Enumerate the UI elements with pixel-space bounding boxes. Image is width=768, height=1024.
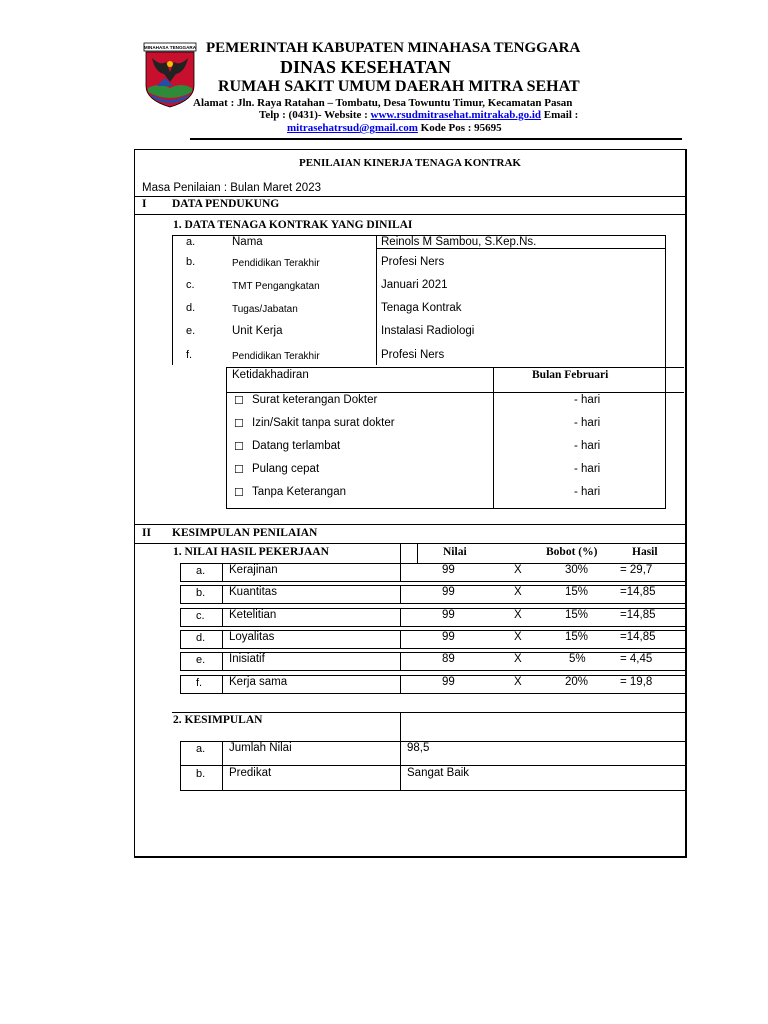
checkbox-icon: ☐ [234,418,244,430]
absence-item-value: - hari [574,394,601,406]
section1-title: DATA PENDUKUNG [172,198,280,210]
employee-row-value: Profesi Ners [381,256,445,268]
logo-text: MINAHASA TENGGARA [143,45,197,50]
scores-header-divider-b [417,543,418,563]
absence-item-value: - hari [574,417,601,429]
score-row-label: Kuantitas [229,586,277,598]
website-link[interactable]: www.rsudmitrasehat.mitrakab.go.id [370,109,542,121]
absence-item-label: Pulang cepat [252,463,320,475]
conclusion-row-divider [222,766,223,790]
absence-item-value: - hari [574,440,601,452]
score-row-bottom-line [180,581,685,582]
letterhead-department: DINAS KESEHATAN [280,57,451,77]
divider-conclusion-top [172,712,685,713]
header-nilai: Nilai [443,546,467,558]
score-row-letter: c. [196,610,205,622]
section1-number: I [142,198,147,210]
score-row-left-line [180,652,181,670]
employee-row-value: Reinols M Sambou, S.Kep.Ns. [381,236,537,248]
subsection-conclusion: 2. KESIMPULAN [173,714,263,726]
absence-item-label: Izin/Sakit tanpa surat dokter [252,417,395,429]
header-hasil: Hasil [632,546,658,558]
letterhead-divider [190,138,682,140]
score-row-bottom-line [180,648,685,649]
postal-code: Kode Pos : 95695 [417,122,502,134]
score-row-bobot: 20% [565,676,589,688]
conclusion-row-value: Sangat Baik [407,767,470,779]
conclusion-row-divider [222,741,223,765]
score-row-label: Loyalitas [229,631,275,643]
score-row-multiply: X [514,586,522,598]
absence-header-top [226,367,684,368]
letterhead-email-line [287,122,502,134]
conclusion-row-bottom-line [180,790,685,791]
email-label: Email : [541,109,579,121]
letterhead-government: PEMERINTAH KABUPATEN MINAHASA TENGGARA [206,40,581,56]
employee-row-value: Tenaga Kontrak [381,302,462,314]
score-row-bobot: 15% [565,586,589,598]
employee-row-label: Tugas/Jabatan [232,304,298,315]
score-row-nilai: 99 [442,609,455,621]
score-row-hasil: =14,85 [620,609,656,621]
conclusion-row-left-line [180,741,181,765]
absence-item-label: Surat keterangan Dokter [252,394,378,406]
absence-header: Ketidakhadiran [232,369,309,381]
score-row-bottom-line [180,670,685,671]
subsection-work-results: 1. NILAI HASIL PEKERJAAN [173,546,329,558]
assessment-period: Masa Penilaian : Bulan Maret 2023 [142,182,321,194]
score-row-divider [400,652,401,670]
subsection-employee-data: 1. DATA TENAGA KONTRAK YANG DINILAI [173,219,413,231]
score-row-nilai: 99 [442,631,455,643]
score-row-nilai: 99 [442,564,455,576]
form-title: PENILAIAN KINERJA TENAGA KONTRAK [299,157,521,169]
score-row-letter: f. [196,677,203,689]
conclusion-row-letter: a. [196,743,206,755]
score-row-divider [400,675,401,693]
score-row-hasil: =14,85 [620,631,656,643]
score-row-bottom-line [180,693,685,694]
score-row-label: Kerja sama [229,676,288,688]
score-row-letter: b. [196,587,206,599]
divider-section1-top [134,196,685,197]
score-row-bobot: 15% [565,609,589,621]
score-row-left-line [180,675,181,693]
header-bobot: Bobot (%) [546,546,598,558]
divider-section1-bottom [134,214,685,215]
conclusion-row-label: Jumlah Nilai [229,742,292,754]
score-row-divider [400,630,401,648]
letterhead-hospital: RUMAH SAKIT UMUM DAERAH MITRA SEHAT [218,78,580,95]
score-row-nilai: 89 [442,653,455,665]
score-row-divider [222,563,223,581]
checkbox-icon: ☐ [234,441,244,453]
score-row-left-line [180,608,181,626]
employee-row-value: Instalasi Radiologi [381,325,475,337]
score-row-letter: e. [196,654,206,666]
employee-row-label: Pendidikan Terakhir [232,351,320,362]
score-row-multiply: X [514,631,522,643]
score-row-bobot: 5% [569,653,586,665]
score-row-bottom-line [180,603,685,604]
letterhead-address: Alamat : Jln. Raya Ratahan – Tombatu, Desa Towuntu Timur, Kecamatan Pasan [193,97,573,109]
employee-row-letter: c. [186,279,195,291]
conclusion-row-label: Predikat [229,767,272,779]
section2-title: KESIMPULAN PENILAIAN [172,527,318,539]
score-row-divider [400,563,401,581]
employee-row-letter: f. [186,349,193,361]
score-row-hasil: = 19,8 [620,676,653,688]
score-row-nilai: 99 [442,676,455,688]
absence-item-value: - hari [574,486,601,498]
score-row-divider [222,630,223,648]
employee-row-letter: b. [186,256,196,268]
score-row-multiply: X [514,564,522,576]
employee-row-value: Profesi Ners [381,349,445,361]
score-row-divider [222,652,223,670]
score-row-multiply: X [514,653,522,665]
score-row-label: Kerajinan [229,564,278,576]
employee-table-mid [376,235,377,365]
score-row-nilai: 99 [442,586,455,598]
absence-item-value: - hari [574,463,601,475]
absence-month-header: Bulan Februari [532,369,609,381]
score-row-multiply: X [514,676,522,688]
divider-section2-bottom [134,543,685,544]
score-row-left-line [180,585,181,603]
employee-row-label: Unit Kerja [232,325,283,337]
employee-row-divider [376,248,666,249]
email-link[interactable]: mitrasehatrsud@gmail.com [287,122,418,134]
score-row-bobot: 30% [565,564,589,576]
score-row-divider [222,675,223,693]
employee-row-label: Nama [232,236,263,248]
divider-section2-top [134,524,685,525]
score-row-hasil: = 4,45 [620,653,653,665]
conclusion-row-value: 98,5 [407,742,430,754]
score-row-divider [400,585,401,603]
score-row-left-line [180,630,181,648]
letterhead-contact-line [259,109,578,121]
score-row-bottom-line [180,626,685,627]
score-row-divider [222,608,223,626]
employee-row-value: Januari 2021 [381,279,448,291]
absence-header-bottom [226,392,684,393]
score-row-label: Inisiatif [229,653,265,665]
scores-header-divider-a [400,543,401,563]
phone-prefix: Telp : (0431)- Website : [259,109,371,121]
checkbox-icon: ☐ [234,395,244,407]
absence-bottom [226,508,666,509]
regency-coat-of-arms-logo [143,42,197,108]
score-row-letter: d. [196,632,206,644]
employee-row-label: Pendidikan Terakhir [232,258,320,269]
absence-mid [493,367,494,508]
score-row-multiply: X [514,609,522,621]
absence-item-label: Datang terlambat [252,440,341,452]
conclusion-row-left-line [180,766,181,790]
employee-table-left [172,235,173,365]
score-row-letter: a. [196,565,206,577]
checkbox-icon: ☐ [234,464,244,476]
absence-left [226,367,227,508]
score-row-divider [400,608,401,626]
conclusion-divider [400,712,401,790]
score-row-divider [222,585,223,603]
score-row-hasil: =14,85 [620,586,656,598]
employee-row-letter: a. [186,236,196,248]
score-row-hasil: = 29,7 [620,564,653,576]
employee-table-right [665,235,666,508]
employee-row-letter: e. [186,325,196,337]
conclusion-row-bottom-line [180,765,685,766]
score-row-left-line [180,563,181,581]
score-row-bobot: 15% [565,631,589,643]
checkbox-icon: ☐ [234,487,244,499]
employee-row-letter: d. [186,302,196,314]
employee-row-label: TMT Pengangkatan [232,281,320,292]
conclusion-row-letter: b. [196,768,206,780]
section2-number: II [142,527,151,539]
score-row-label: Ketelitian [229,609,277,621]
absence-item-label: Tanpa Keterangan [252,486,346,498]
